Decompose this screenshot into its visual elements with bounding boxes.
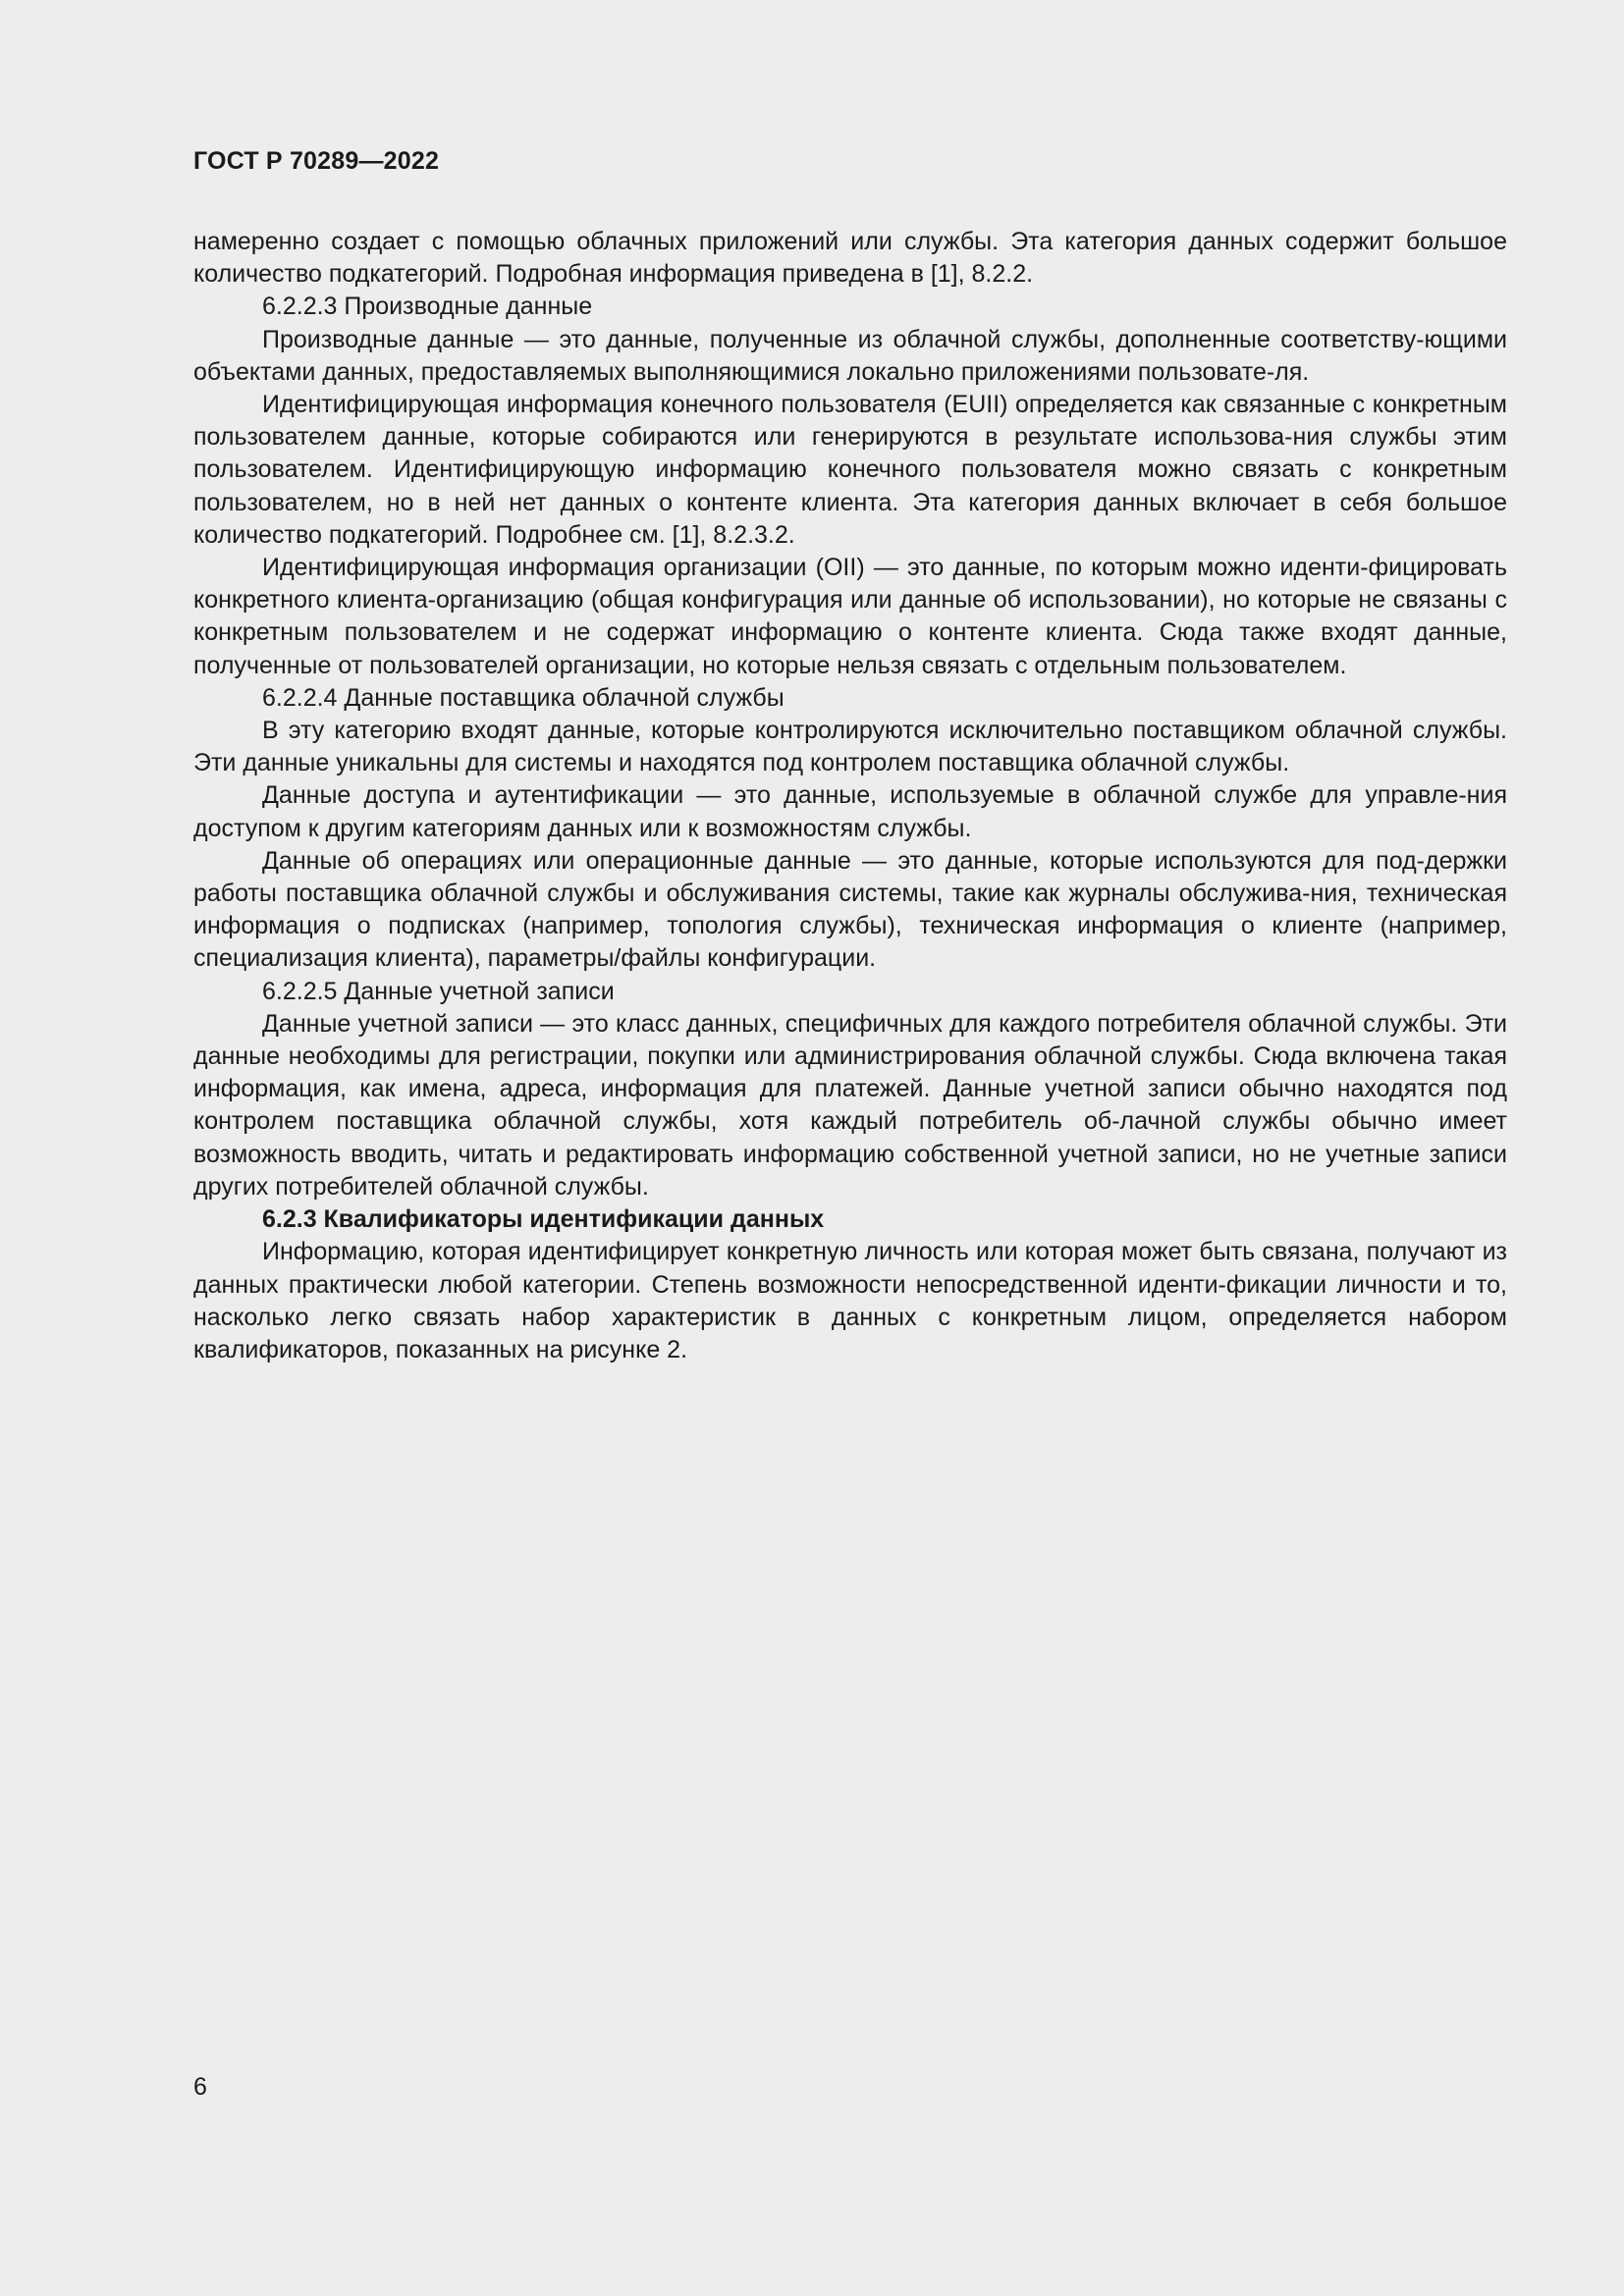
paragraph: Идентифицирующая информация организации (OII) — это данные, по которым можно иденти-фицировать конкретного клиента-организацию (общая конфигурация или данные об использовании), но которые не связаны с конкретным пользователем и не содержат информацию о контенте клиента. Сюда также входят данные, полученные от пользователей организации, но которые нельзя связать с отдельным пользователем. bbox=[193, 554, 1507, 679]
subsection-heading-6-2-2-5: 6.2.2.5 Данные учетной записи bbox=[262, 977, 615, 1005]
paragraph: Идентифицирующая информация конечного пользователя (EUII) определяется как связанные с конкретным пользователем данные, которые собираются или генерируются в результате использова-ния службы этим пользователем. Идентифицирующую информацию конечного пользователя можно связать с конкретным пользователем, но в ней нет данных о контенте клиента. Эта категория данных включает в себя большое количество подкатегорий. Подробнее см. [1], 8.2.3.2. bbox=[193, 391, 1507, 549]
document-header-id: ГОСТ Р 70289—2022 bbox=[193, 147, 440, 175]
document-body bbox=[193, 226, 1507, 1366]
paragraph: Данные учетной записи — это класс данных, специфичных для каждого потребителя облачной службы. Эти данные необходимы для регистрации, покупки или администрирования облачной службы. Сюда включена такая информация, как имена, адреса, информация для платежей. Данные учетной записи обычно находятся под контролем поставщика облачной службы, хотя каждый потребитель об-лачной службы обычно имеет возможность вводить, читать и редактировать информацию собственной учетной записи, но не учетные записи других потребителей облачной службы. bbox=[193, 1009, 1507, 1201]
page-number: 6 bbox=[193, 2073, 207, 2101]
paragraph: Данные доступа и аутентификации — это данные, используемые в облачной службе для управле-ния доступом к другим категориям данных или к возможностям службы. bbox=[193, 781, 1507, 842]
paragraph: Данные об операциях или операционные данные — это данные, которые используются для под-держки работы поставщика облачной службы и обслуживания системы, такие как журналы обслужива-ния, техническая информация о подписках (например, топология службы), техническая информация о клиенте (например, специализация клиента), параметры/файлы конфигурации. bbox=[193, 846, 1507, 973]
paragraph: Информацию, которая идентифицирует конкретную личность или которая может быть связана, получают из данных практически любой категории. Степень возможности непосредственной иденти-фикации личности и то, насколько легко связать набор характеристик в данных с конкретным лицом, определяется набором квалификаторов, показанных на рисунке 2. bbox=[193, 1238, 1507, 1363]
paragraph: Производные данные — это данные, полученные из облачной службы, дополненные соответству-ющими объектами данных, предоставляемых выполняющимися локально приложениями пользовате-ля. bbox=[193, 325, 1507, 386]
paragraph: В эту категорию входят данные, которые контролируются исключительно поставщиком облачной службы. Эти данные уникальны для системы и находятся под контролем поставщика облачной службы. bbox=[193, 717, 1507, 777]
paragraph-continuation: намеренно создает с помощью облачных приложений или службы. Эта категория данных содержит большое количество подкатегорий. Подробная информация приведена в [1], 8.2.2. bbox=[193, 228, 1507, 289]
subsection-heading-6-2-2-3: 6.2.2.3 Производные данные bbox=[262, 293, 593, 321]
subsection-heading-6-2-2-4: 6.2.2.4 Данные поставщика облачной службы bbox=[262, 683, 785, 712]
section-heading-6-2-3: 6.2.3 Квалификаторы идентификации данных bbox=[262, 1205, 825, 1234]
